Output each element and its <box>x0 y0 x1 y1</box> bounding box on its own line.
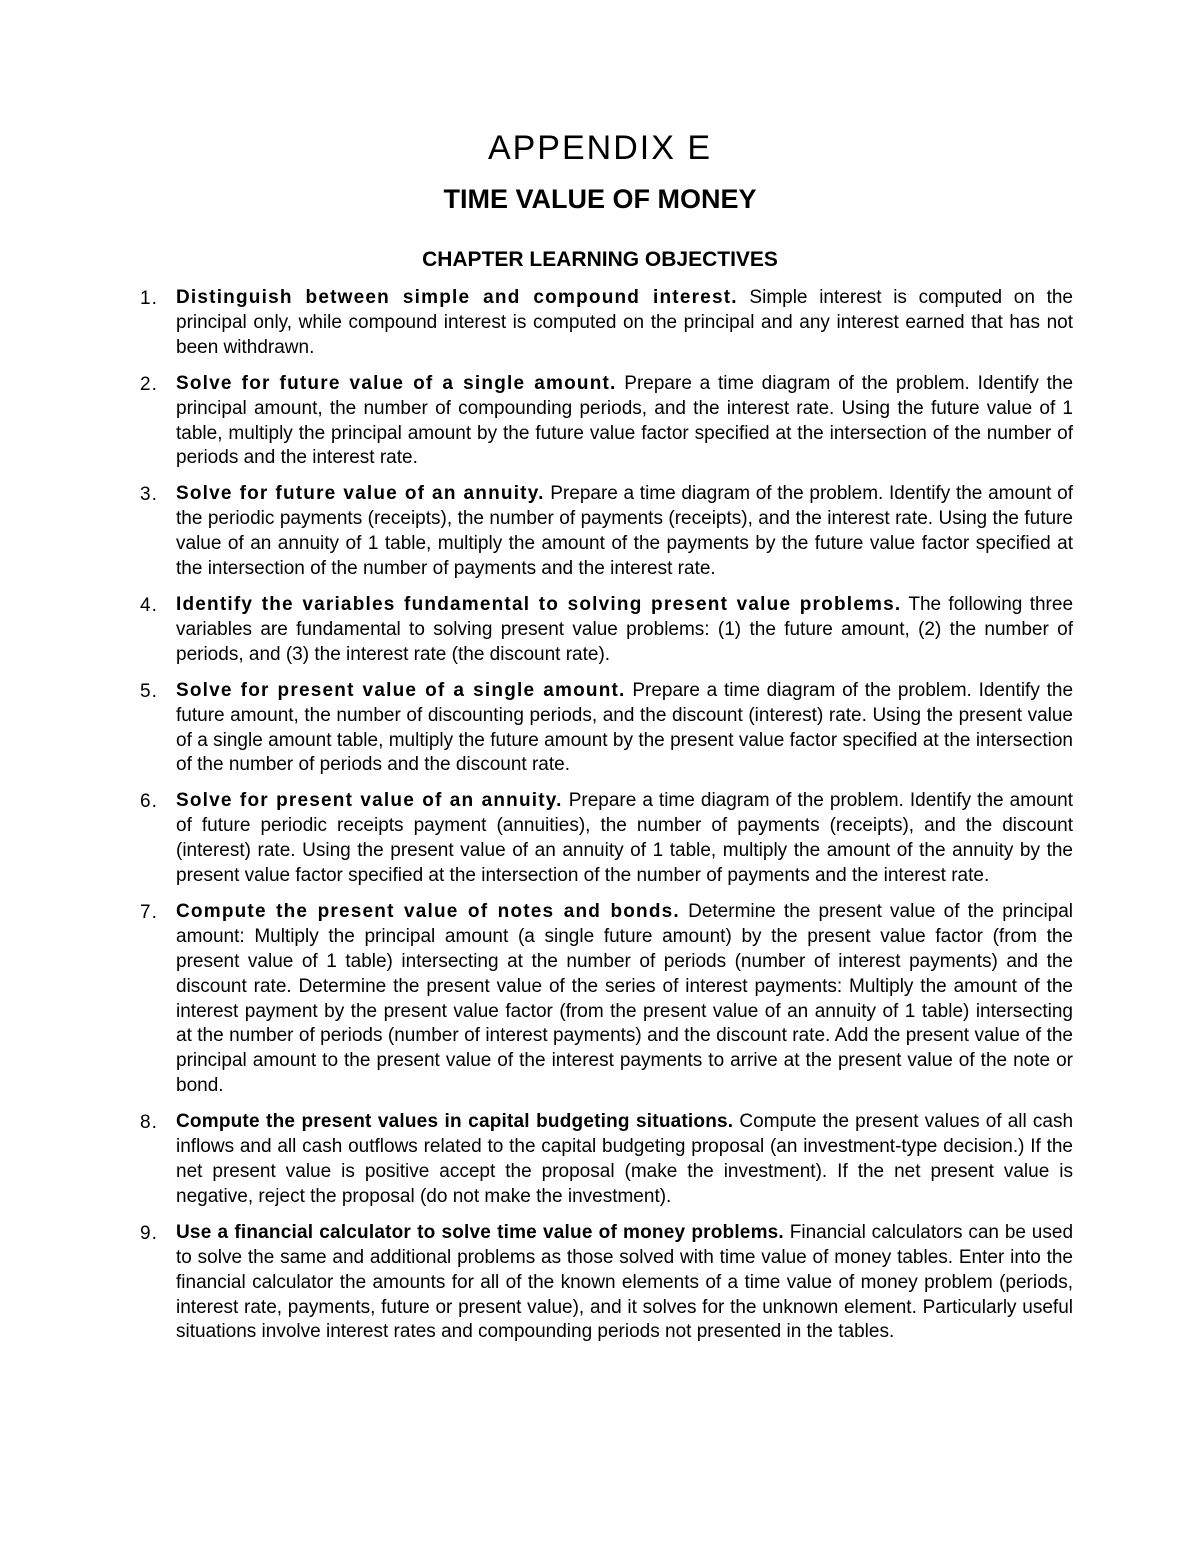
objective-number: 3. <box>140 484 158 506</box>
objective-title: Identify the variables fundamental to solving present value problems. <box>176 593 902 615</box>
objective-title: Compute the present value of notes and bonds. <box>176 900 680 922</box>
objective-item-3 <box>0 482 1200 582</box>
objective-text: Simple interest is computed on the principal only, while compound interest is computed on the principal and any interest earned that has not been withdrawn. <box>176 287 1073 358</box>
objective-body <box>176 900 1073 1099</box>
objective-body <box>176 593 1073 668</box>
objective-title: Solve for future value of a single amount. <box>176 372 617 394</box>
objective-title: Use a financial calculator to solve time value of money problems. <box>176 1221 784 1243</box>
section-heading: CHAPTER LEARNING OBJECTIVES <box>422 248 778 271</box>
objective-title: Solve for present value of a single amount. <box>176 679 626 701</box>
objective-text: Financial calculators can be used to solve the same and additional problems as those solved with time value of money tables. Enter into the financial calculator the amounts for all of the known elements of a time value of money problem (periods, interest rate, payments, future or present value), and it solves for the unknown element. Particularly useful situations involve interest rates and compounding periods not presented in the tables. <box>176 1221 1074 1343</box>
objective-number: 2. <box>140 373 158 395</box>
objective-title: Solve for present value of an annuity. <box>176 790 563 812</box>
objective-body <box>176 789 1073 889</box>
objective-text: The following three variables are fundamental to solving present value problems: (1) the future amount, (2) the number of periods, and (3) the interest rate (the discount rate). <box>176 593 1074 665</box>
objective-item-2 <box>0 372 1200 472</box>
appendix-heading: APPENDIX E <box>487 129 713 167</box>
learning-objectives-list <box>0 286 1200 1356</box>
objective-item-8 <box>0 1110 1200 1210</box>
objective-text: Compute the present values of all cash inflows and all cash outflows related to the capital budgeting proposal (an investment-type decision.) If the net present value is positive accept the proposal (make the investment). If the net present value is negative, reject the proposal (do not make the investment). <box>176 1111 1074 1207</box>
objective-body <box>176 286 1073 361</box>
objective-number: 5. <box>140 680 158 702</box>
objective-text: Prepare a time diagram of the problem. Identify the principal amount, the number of compounding periods, and the interest rate. Using the future value of 1 table, multiply the principal amount by the future value factor specified at the intersection of the number of periods and the interest rate. <box>176 372 1074 469</box>
objective-text: Prepare a time diagram of the problem. Identify the amount of the periodic payments (receipts), the number of payments (receipts), and the interest rate. Using the future value of an annuity of 1 table, multiply the amount of the payments by the future value factor specified at the intersection of the number of payments and the interest rate. <box>176 483 1073 580</box>
page-title: TIME VALUE OF MONEY <box>443 184 757 214</box>
objective-item-5 <box>0 679 1200 779</box>
objective-item-9 <box>0 1221 1200 1346</box>
objective-text: Prepare a time diagram of the problem. Identify the amount of future periodic receipts payment (annuities), the number of payments (receipts), and the discount (interest) rate. Using the present value of an annuity of 1 table, multiply the amount of the annuity by the present value factor specified at the intersection of the number of payments and the interest rate. <box>176 790 1074 887</box>
objective-item-4 <box>0 593 1200 668</box>
objective-body <box>176 679 1073 779</box>
objective-number: 6. <box>140 791 158 813</box>
objective-body <box>176 372 1073 472</box>
objective-item-1 <box>0 286 1200 361</box>
objective-text: Determine the present value of the principal amount: Multiply the principal amount (a single future amount) by the present value factor (from the present value of 1 table) intersecting at the number of periods (number of interest payments) and the discount rate. Determine the present value of the series of interest payments: Multiply the amount of the interest payment by the present value factor (from the present value of an annuity of 1 table) intersecting at the number of periods (number of interest payments) and the discount rate. Add the present value of the principal amount to the present value of the interest payments to arrive at the present value of the note or bond. <box>176 900 1074 1097</box>
objective-item-7 <box>0 900 1200 1099</box>
objective-text: Prepare a time diagram of the problem. Identify the future amount, the number of discounting periods, and the discount (interest) rate. Using the present value of a single amount table, multiply the future amount by the present value factor specified at the intersection of the number of periods and the discount rate. <box>176 679 1074 776</box>
objective-number: 7. <box>140 901 158 923</box>
objective-item-6 <box>0 789 1200 889</box>
objective-number: 1. <box>140 288 158 309</box>
objective-title: Distinguish between simple and compound interest. <box>176 287 738 308</box>
objective-number: 4. <box>140 594 158 616</box>
objective-body <box>176 1110 1073 1210</box>
objective-title: Compute the present values in capital budgeting situations. <box>176 1111 734 1133</box>
objective-body <box>176 1221 1073 1346</box>
objective-body <box>176 482 1073 582</box>
objective-title: Solve for future value of an annuity. <box>176 483 545 505</box>
objective-number: 9. <box>140 1222 158 1244</box>
objective-number: 8. <box>140 1112 158 1134</box>
